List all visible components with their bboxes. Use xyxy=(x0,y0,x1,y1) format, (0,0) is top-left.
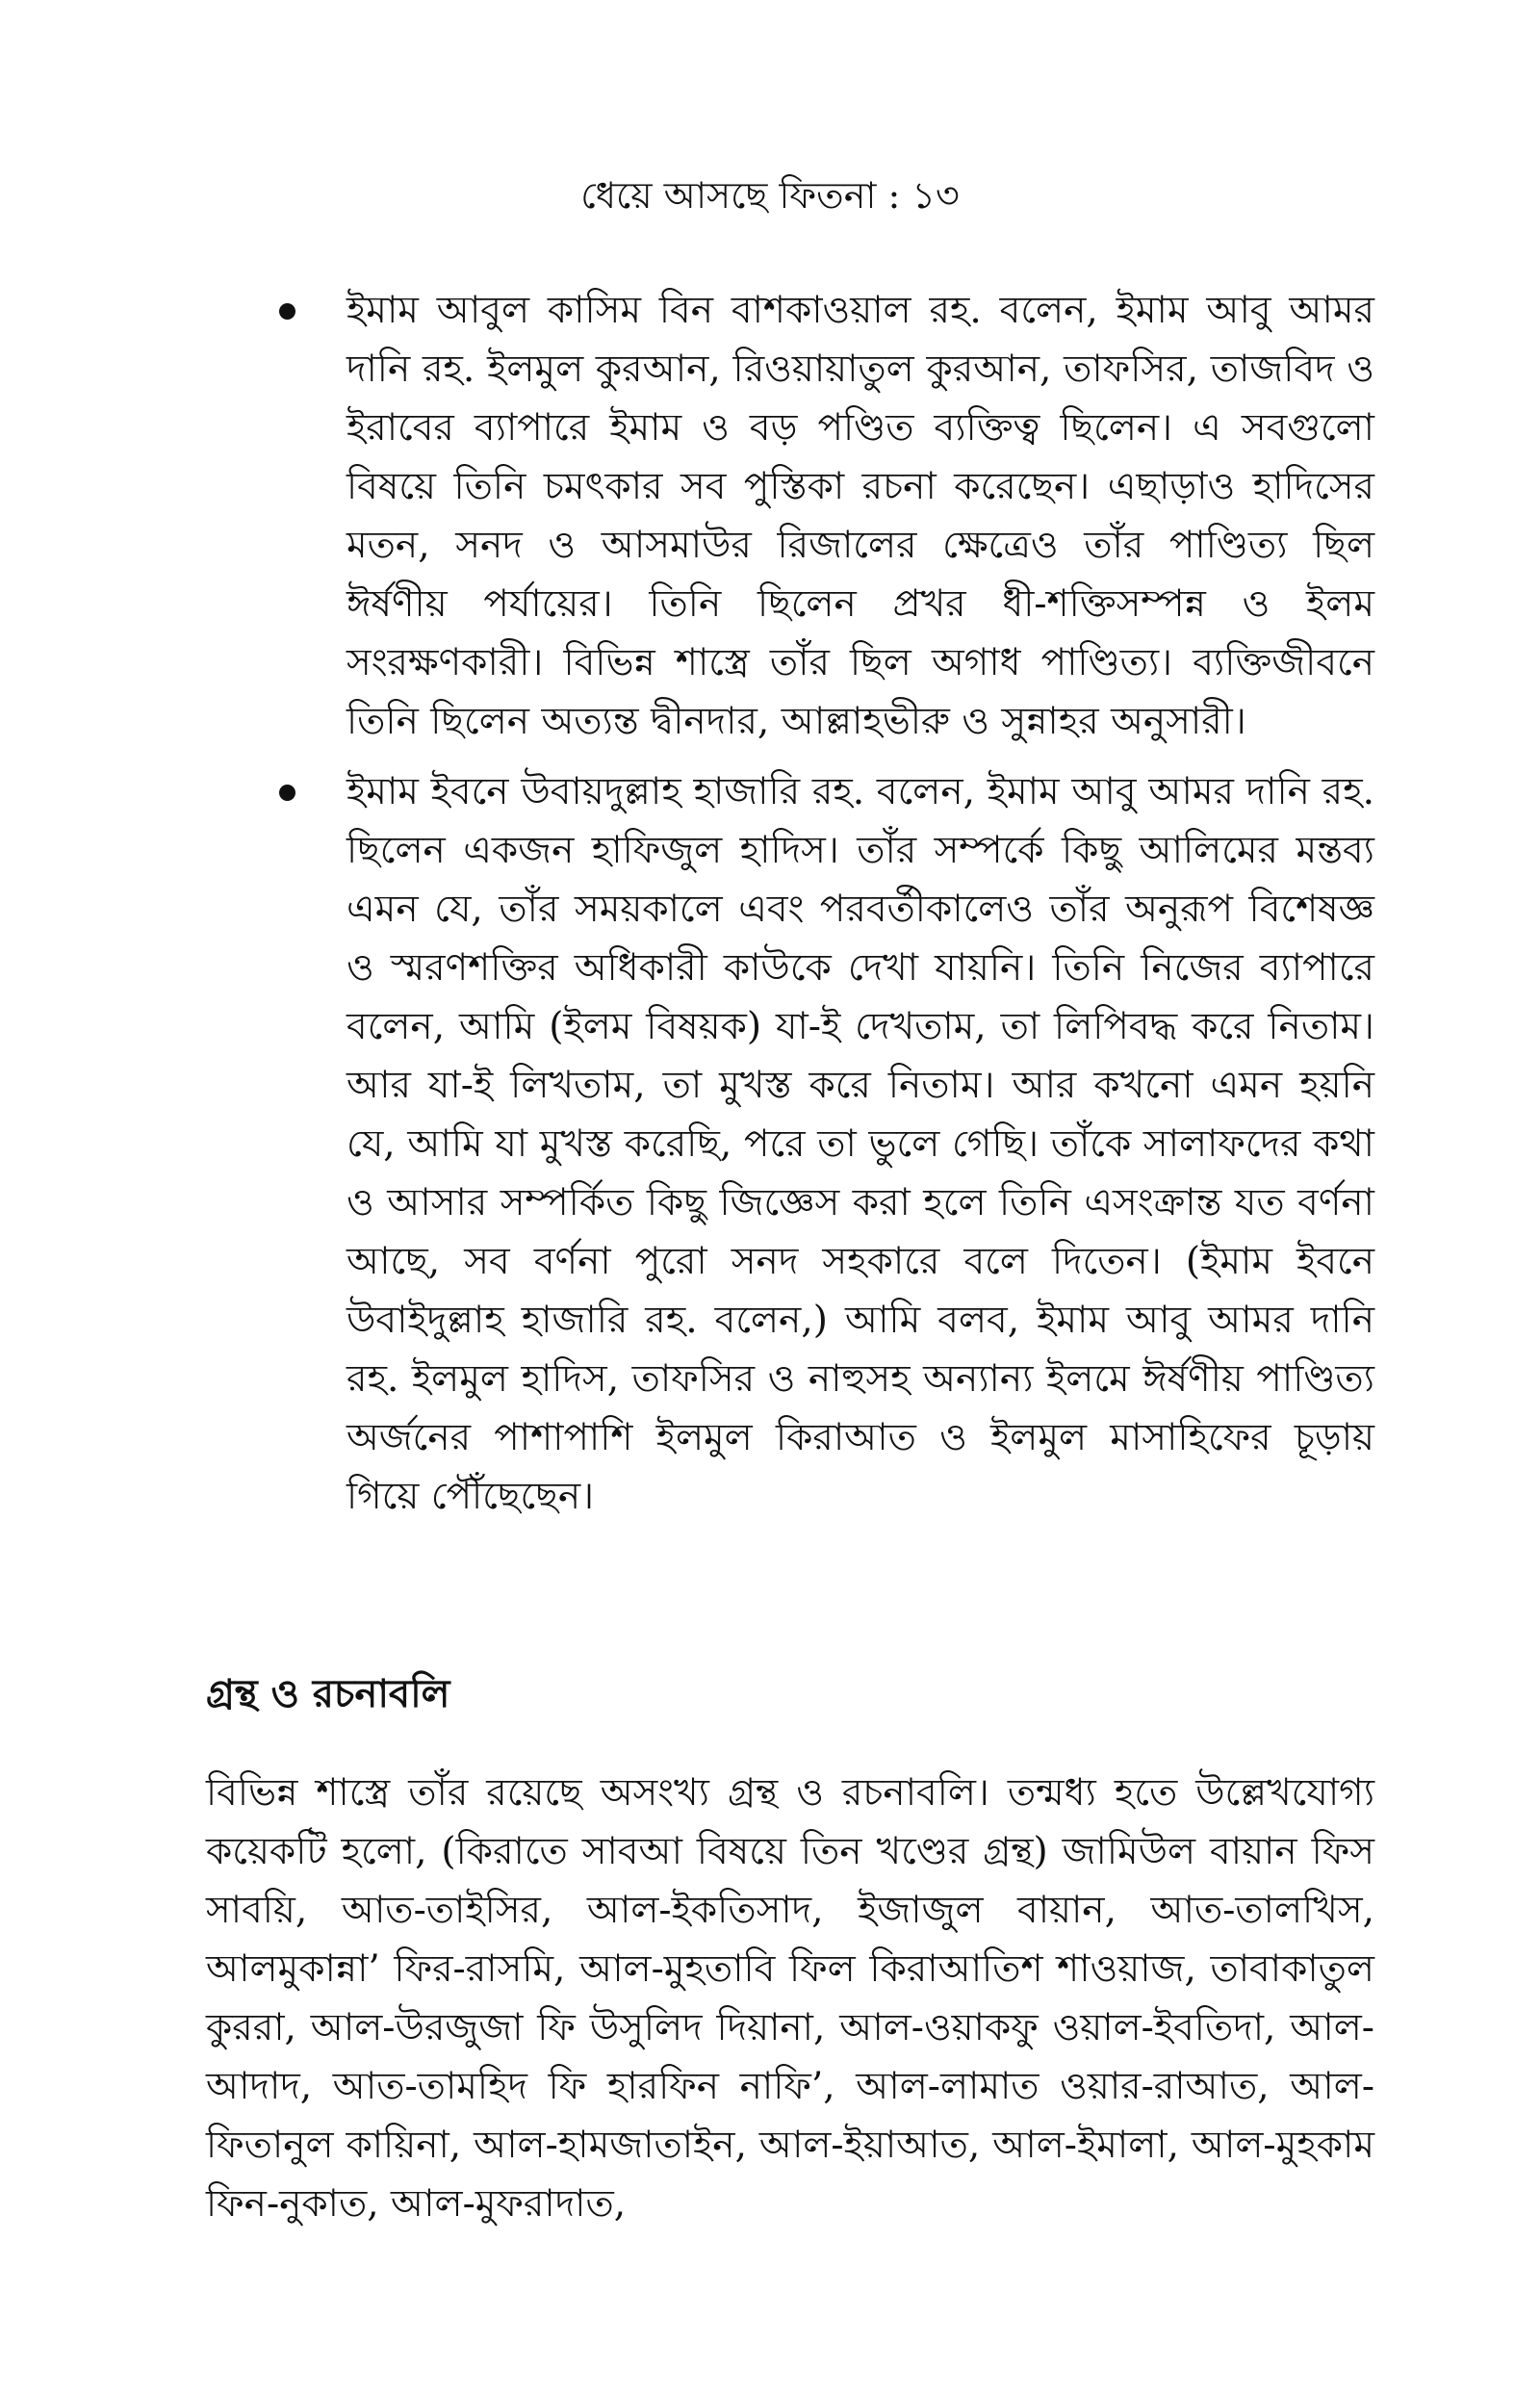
section-heading: গ্রন্থ ও রচনাবলি xyxy=(206,1672,450,1716)
bullet-point-icon xyxy=(279,785,295,801)
bullet-text: ইমাম আবুল কাসিম বিন বাশকাওয়াল রহ. বলেন, ইমাম আবু আমর দানি রহ. ইলমুল কুরআন, রিওয়ায়াতুল কুরআন, তাফসির, তাজবিদ ও ইরাবের ব্যাপারে ইমাম ও বড় পণ্ডিত ব্যক্তিত্ব ছিলেন। এ সবগুলো বিষয়ে তিনি চমৎকার সব পুস্তিকা রচনা করেছেন। এছাড়াও হাদিসের মতন, সনদ ও আসমাউর রিজালের ক্ষেত্রেও তাঁর পাণ্ডিত্য ছিল ঈর্ষণীয় পর্যায়ের। তিনি ছিলেন প্রখর ধী-শক্তিসম্পন্ন ও ইলম সংরক্ষণকারী। বিভিন্ন শাস্ত্রে তাঁর ছিল অগাধ পাণ্ডিত্য। ব্যক্তিজীবনে তিনি ছিলেন অত্যন্ত দ্বীনদার, আল্লাহভীরু ও সুন্নাহর অনুসারী। xyxy=(346,289,1374,743)
running-head: ধেয়ে আসছে ফিতনা : ১৩ xyxy=(580,174,960,217)
bullet-text: ইমাম ইবনে উবায়দুল্লাহ হাজারি রহ. বলেন, ইমাম আবু আমর দানি রহ. ছিলেন একজন হাফিজুল হাদিস। তাঁর সম্পর্কে কিছু আলিমের মন্তব্য এমন যে, তাঁর সময়কালে এবং পরবর্তীকালেও তাঁর অনুরূপ বিশেষজ্ঞ ও স্মরণশক্তির অধিকারী কাউকে দেখা যায়নি। তিনি নিজের ব্যাপারে বলেন, আমি (ইলম বিষয়ক) যা-ই দেখতাম, তা লিপিবদ্ধ করে নিতাম। আর যা-ই লিখতাম, তা মুখস্ত করে নিতাম। আর কখনো এমন হয়নি যে, আমি যা মুখস্ত করেছি, পরে তা ভুলে গেছি। তাঁকে সালাফদের কথা ও আসার সম্পর্কিত কিছু জিজ্ঞেস করা হলে তিনি এসংক্রান্ত যত বর্ণনা আছে, সব বর্ণনা পুরো সনদ সহকারে বলে দিতেন। (ইমাম ইবনে উবাইদুল্লাহ হাজারি রহ. বলেন,) আমি বলব, ইমাম আবু আমর দানি রহ. ইলমুল হাদিস, তাফসির ও নাহুসহ অন্যান্য ইলমে ঈর্ষণীয় পাণ্ডিত্য অর্জনের পাশাপাশি ইলমুল কিরাআত ও ইলমুল মাসাহিফের চূড়ায় গিয়ে পৌঁছেছেন। xyxy=(346,770,1374,1518)
bullet-point-icon xyxy=(279,303,295,320)
bullet-list xyxy=(258,281,1374,1537)
section-paragraph: বিভিন্ন শাস্ত্রে তাঁর রয়েছে অসংখ্য গ্রন্থ ও রচনাবলি। তন্মধ্য হতে উল্লেখযোগ্য কয়েকটি হলো, (কিরাতে সাবআ বিষয়ে তিন খণ্ডের গ্রন্থ) জামিউল বায়ান ফিস সাবয়ি, আত-তাইসির, আল-ইকতিসাদ, ইজাজুল বায়ান, আত-তালখিস, আলমুকান্না’ ফির-রাসমি, আল-মুহতাবি ফিল কিরাআতিশ শাওয়াজ, তাবাকাতুল কুররা, আল-উরজুজা ফি উসুলিদ দিয়ানা, আল-ওয়াকফু ওয়াল-ইবতিদা, আল-আদাদ, আত-তামহিদ ফি হারফিন নাফি’, আল-লামাত ওয়ার-রাআত, আল-ফিতানুল কায়িনা, আল-হামজাতাইন, আল-ইয়াআত, আল-ইমালা, আল-মুহকাম ফিন-নুকাত, আল-মুফরাদাত, xyxy=(206,1771,1374,2226)
bullet-item xyxy=(258,281,1374,751)
bullet-item xyxy=(258,762,1374,1526)
